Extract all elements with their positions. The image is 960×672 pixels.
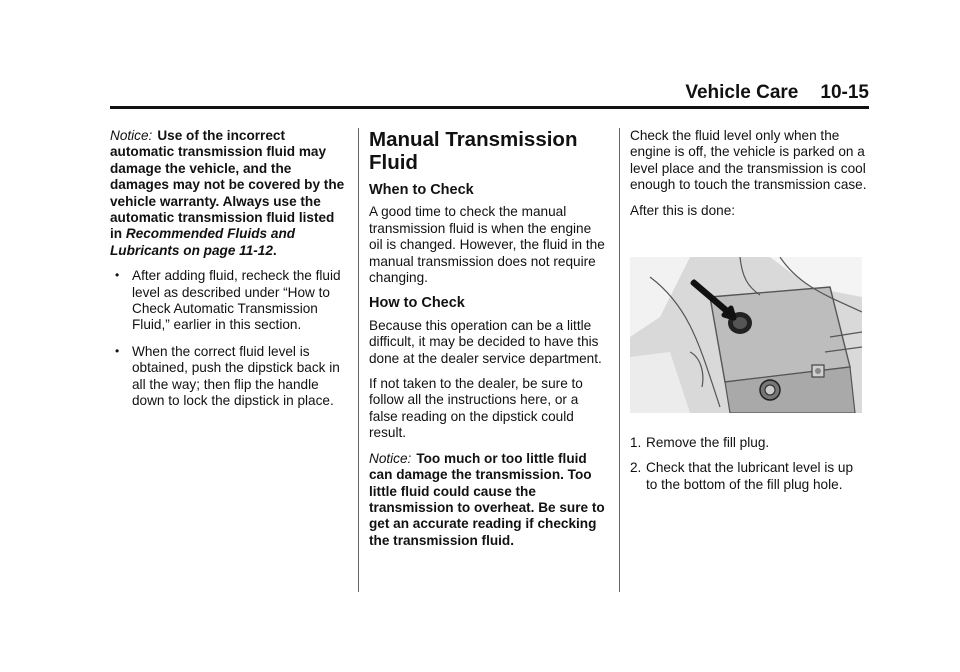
- section-heading: Manual Transmission Fluid: [369, 128, 578, 174]
- list-item: • When the correct fluid level is obtained, push the dipstick back in all the way; then flip the handle down to lock the dipstick in place.: [110, 344, 348, 410]
- list-item: [630, 435, 868, 451]
- step-number: 1.: [630, 435, 642, 451]
- bullet-list: [110, 268, 348, 409]
- notice-reference: Recommended Fluids and Lubricants on page 11-12: [110, 226, 296, 258]
- column-divider: [358, 128, 359, 592]
- list-item: [630, 460, 868, 493]
- page-number: 10-15: [820, 82, 869, 103]
- column-right: [630, 128, 868, 502]
- paragraph: If not taken to the dealer, be sure to follow all the instructions here, or a false reading on the dipstick could result.: [369, 376, 583, 441]
- notice-text: Use of the incorrect automatic transmission fluid may damage the vehicle, and the damages may not be covered by the vehicle warranty. Always use the automatic transmission fluid listed in: [110, 128, 345, 242]
- notice-text: Too much or too little fluid can damage the transmission. Too little fluid could cause the transmission to overheat. Be sure to get an accurate reading if checking the transmission fluid.: [369, 450, 605, 548]
- step-text: Remove the fill plug.: [646, 435, 770, 451]
- paragraph: A good time to check the manual transmission fluid is when the engine oil is changed. However, the fluid in the manual transmission does not require changing.: [369, 204, 605, 286]
- transmission-fill-plug-illustration: [630, 257, 862, 413]
- notice-label: Notice:: [110, 128, 153, 143]
- notice-end: .: [272, 242, 277, 258]
- subheading-when-to-check: When to Check: [369, 182, 474, 198]
- notice-label: Notice:: [369, 450, 412, 466]
- subheading-how-to-check: How to Check: [369, 295, 465, 312]
- column-middle: [369, 128, 607, 558]
- notice-automatic-fluid: [110, 128, 348, 259]
- paragraph: Check the fluid level only when the engine is off, the vehicle is parked on a level place and the transmission is cool enough to touch the transmission case.: [630, 128, 867, 193]
- step-text: Check that the lubricant level is up to the bottom of the fill plug hole.: [646, 460, 854, 492]
- column-left: [110, 128, 348, 420]
- list-item: • After adding fluid, recheck the fluid level as described under “How to Check Automatic Transmission Fluid,” earlier in this section.: [110, 268, 348, 334]
- page-header: [110, 80, 869, 109]
- paragraph: After this is done:: [630, 202, 736, 218]
- step-list: [630, 435, 868, 493]
- section-title: Vehicle Care: [685, 82, 799, 103]
- fill-plug-drawing: [630, 257, 862, 413]
- column-divider: [619, 128, 620, 592]
- step-number: 2.: [630, 460, 642, 476]
- paragraph: Because this operation can be a little difficult, it may be decided to have this done at the dealer service department.: [369, 317, 602, 366]
- header-title: [685, 82, 869, 104]
- notice-fluid-level: [369, 451, 607, 549]
